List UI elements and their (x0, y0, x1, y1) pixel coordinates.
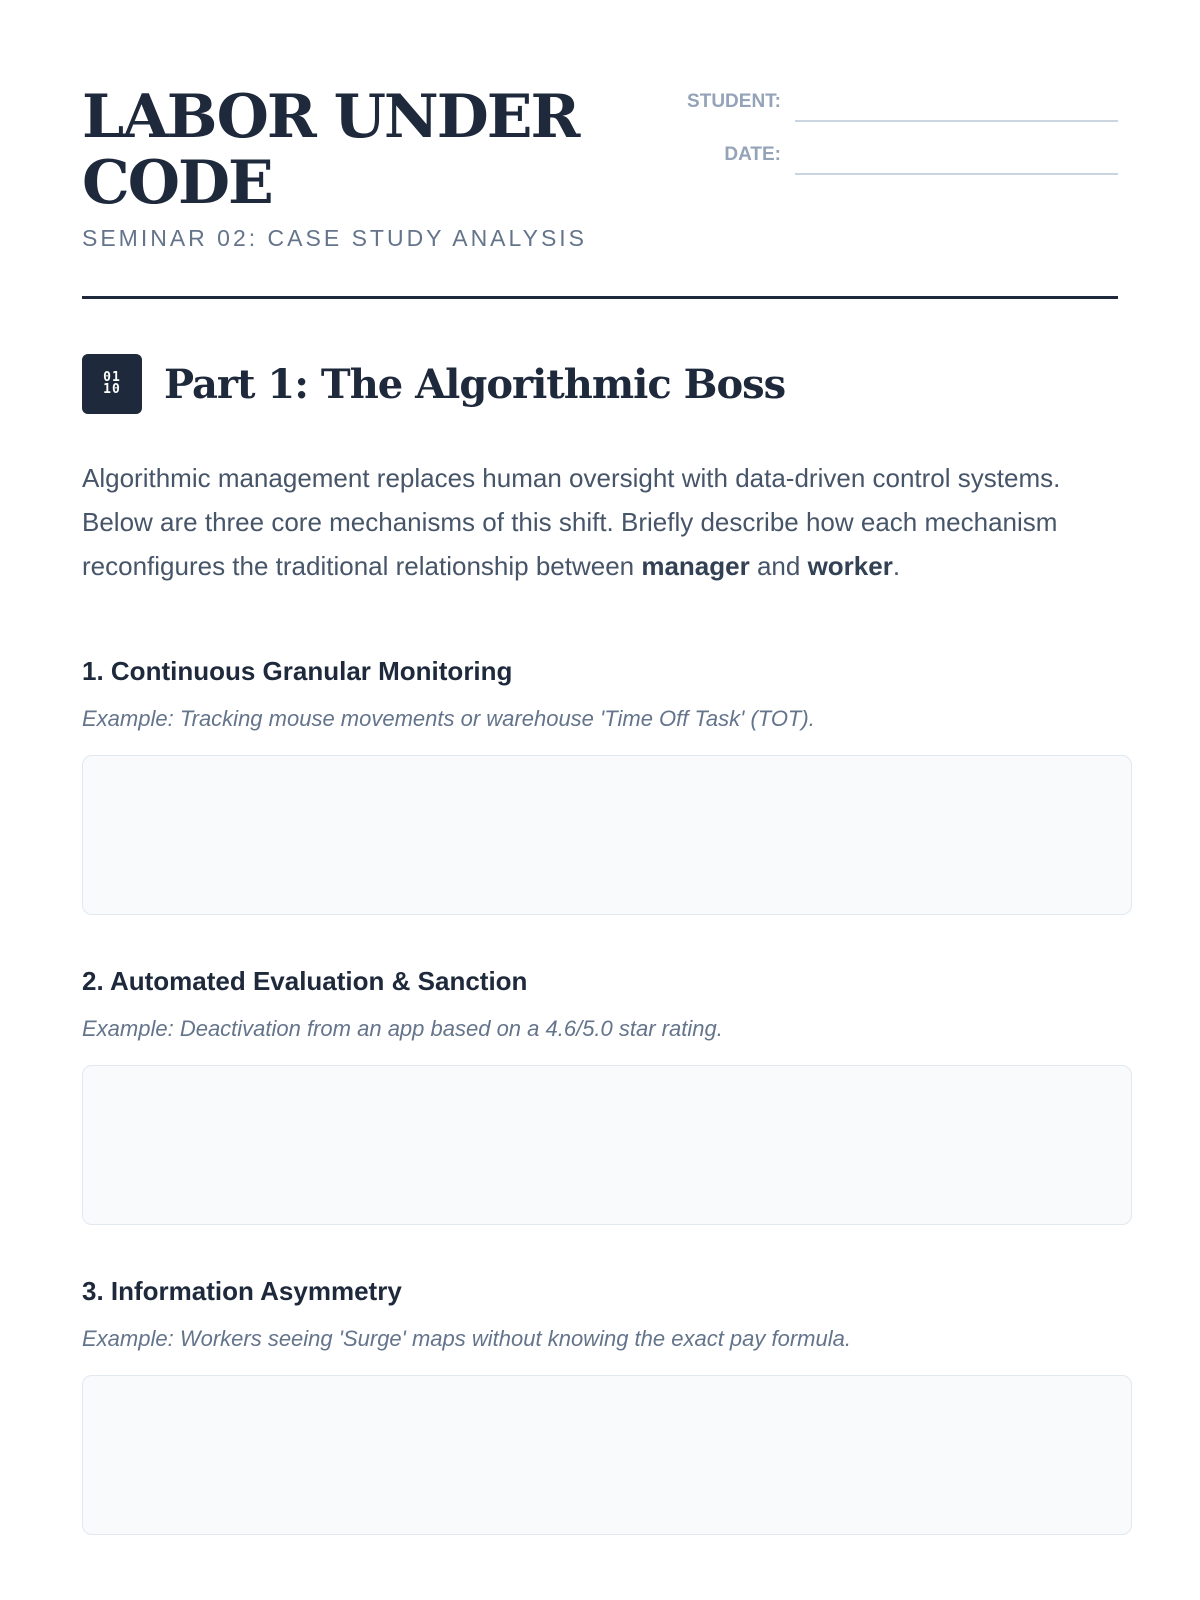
question-1 (82, 655, 1132, 915)
header-divider (82, 296, 1118, 299)
intro-bold-worker: worker (807, 551, 893, 581)
intro-bold-manager: manager (641, 551, 750, 581)
intro-text-2: and (749, 551, 808, 581)
date-row (658, 139, 1118, 175)
badge-bottom-digits: 10 (103, 382, 121, 397)
question-example: Example: Workers seeing 'Surge' maps without knowing the exact pay formula. (82, 1326, 851, 1351)
student-label: STUDENT: (687, 91, 781, 112)
binary-code-icon (82, 354, 142, 414)
answer-box-1[interactable] (82, 755, 1132, 915)
worksheet-subtitle: SEMINAR 02: CASE STUDY ANALYSIS (82, 225, 588, 251)
question-example: Example: Deactivation from an app based on a 4.6/5.0 star rating. (82, 1016, 723, 1041)
intro-text-3: . (892, 551, 901, 581)
worksheet-header (82, 0, 1118, 300)
question-3 (82, 1275, 1132, 1535)
student-name-field[interactable] (795, 88, 1118, 122)
date-label: DATE: (724, 144, 781, 165)
section-intro (82, 456, 1132, 588)
section-title: Part 1: The Algorithmic Boss (164, 360, 786, 408)
worksheet-title: LABOR UNDER CODE (82, 82, 579, 218)
badge-top-digits: 01 (103, 370, 121, 385)
student-info-block (658, 86, 1118, 192)
question-title: 1. Continuous Granular Monitoring (82, 656, 513, 686)
section-heading (82, 354, 785, 414)
date-field[interactable] (795, 141, 1118, 175)
intro-text-1: Algorithmic management replaces human oversight with data-driven control systems. Below are three core mechanisms of this shift. Briefly describe how each mechanism reconfigures the traditional relationship between (82, 463, 1061, 581)
question-title: 3. Information Asymmetry (82, 1276, 402, 1306)
answer-box-3[interactable] (82, 1375, 1132, 1535)
student-row (658, 86, 1118, 122)
question-title: 2. Automated Evaluation & Sanction (82, 966, 528, 996)
question-2 (82, 965, 1132, 1225)
question-example: Example: Tracking mouse movements or warehouse 'Time Off Task' (TOT). (82, 706, 815, 731)
answer-box-2[interactable] (82, 1065, 1132, 1225)
